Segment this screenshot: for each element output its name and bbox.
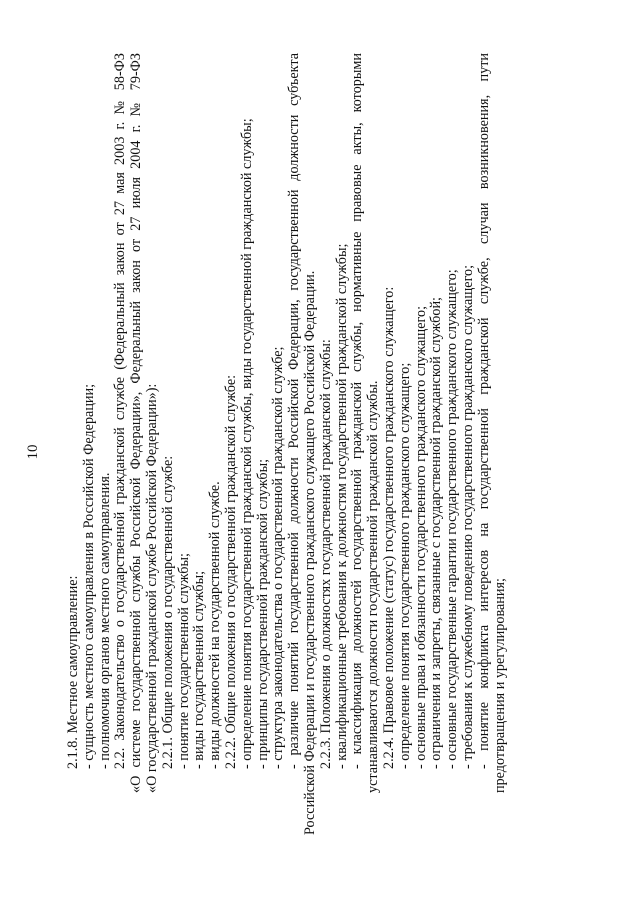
text-line: - виды государственной службы; bbox=[191, 570, 208, 769]
text-line: 2.2.4. Правовое положение (статус) государственного гражданского служащего: bbox=[380, 286, 397, 769]
text-line: 2.2. Законодательство о государственной гражданской службе (Федеральный закон от 27 мая 2003 г. № 58-ФЗ bbox=[112, 53, 129, 769]
text-line: 2.2.2. Общие положения о государственной гражданской службе: bbox=[222, 374, 239, 769]
text-line: - структура законодательства о государственной гражданской службе; bbox=[270, 346, 287, 769]
text-line: - понятие конфликта интересов на государственной гражданской службе, случаи возникновения, пути bbox=[475, 53, 492, 769]
text-line: 2.2.1. Общие положения о государственной службе: bbox=[159, 455, 176, 769]
text-line: - сущность местного самоуправления в Российской Федерации; bbox=[80, 383, 97, 769]
document-body bbox=[65, 53, 508, 835]
text-line: Российской Федерации и государственного гражданского служащего Российской Федерации. bbox=[301, 270, 318, 835]
text-line: - различие понятий государственной должности Российской Федерации, государственной должности субъекта bbox=[286, 53, 303, 769]
text-line: - ограничения и запреты, связанные с государственной гражданской службой; bbox=[428, 297, 445, 769]
text-line: - понятие государственной службы; bbox=[175, 553, 192, 769]
text-line: - основные права и обязанности государственного гражданского служащего; bbox=[412, 305, 429, 769]
text-line: 2.2.3. Положения о должностях государственной гражданской службы: bbox=[317, 339, 334, 769]
page-number: 10 bbox=[25, 444, 41, 460]
text-line: - определение понятия государственного гражданского служащего; bbox=[396, 362, 413, 769]
text-line: 2.1.8. Местное самоуправление: bbox=[65, 575, 81, 769]
text-line: - принципы государственной гражданской службы; bbox=[254, 458, 271, 769]
text-line: - определение понятия государственной гражданской службы, виды государственной гражданской службы; bbox=[238, 118, 255, 769]
text-line: - виды должностей на государственной службе. bbox=[207, 481, 224, 769]
text-line: предотвращения и урегулирования; bbox=[491, 578, 508, 793]
text-line: - требования к служебному поведению государственного гражданского служащего; bbox=[459, 264, 476, 769]
text-line: «О системе государственной службы Российской Федерации», Федеральный закон от 27 июля 2004 г. № 79-ФЗ bbox=[128, 53, 145, 793]
text-line: - полномочия органов местного самоуправления. bbox=[96, 472, 113, 769]
text-line: «О государственной гражданской службе Российской Федерации»): bbox=[143, 383, 160, 793]
text-line: - квалификационные требования к должностям государственной гражданской службы; bbox=[333, 243, 350, 769]
text-line: - основные государственные гарантии государственного гражданского служащего; bbox=[444, 269, 461, 769]
text-line: устанавливаются должности государственной гражданской службы. bbox=[365, 380, 382, 793]
text-line: - классификация должностей государственной гражданской службы, нормативные правовые акты, которыми bbox=[349, 53, 366, 769]
